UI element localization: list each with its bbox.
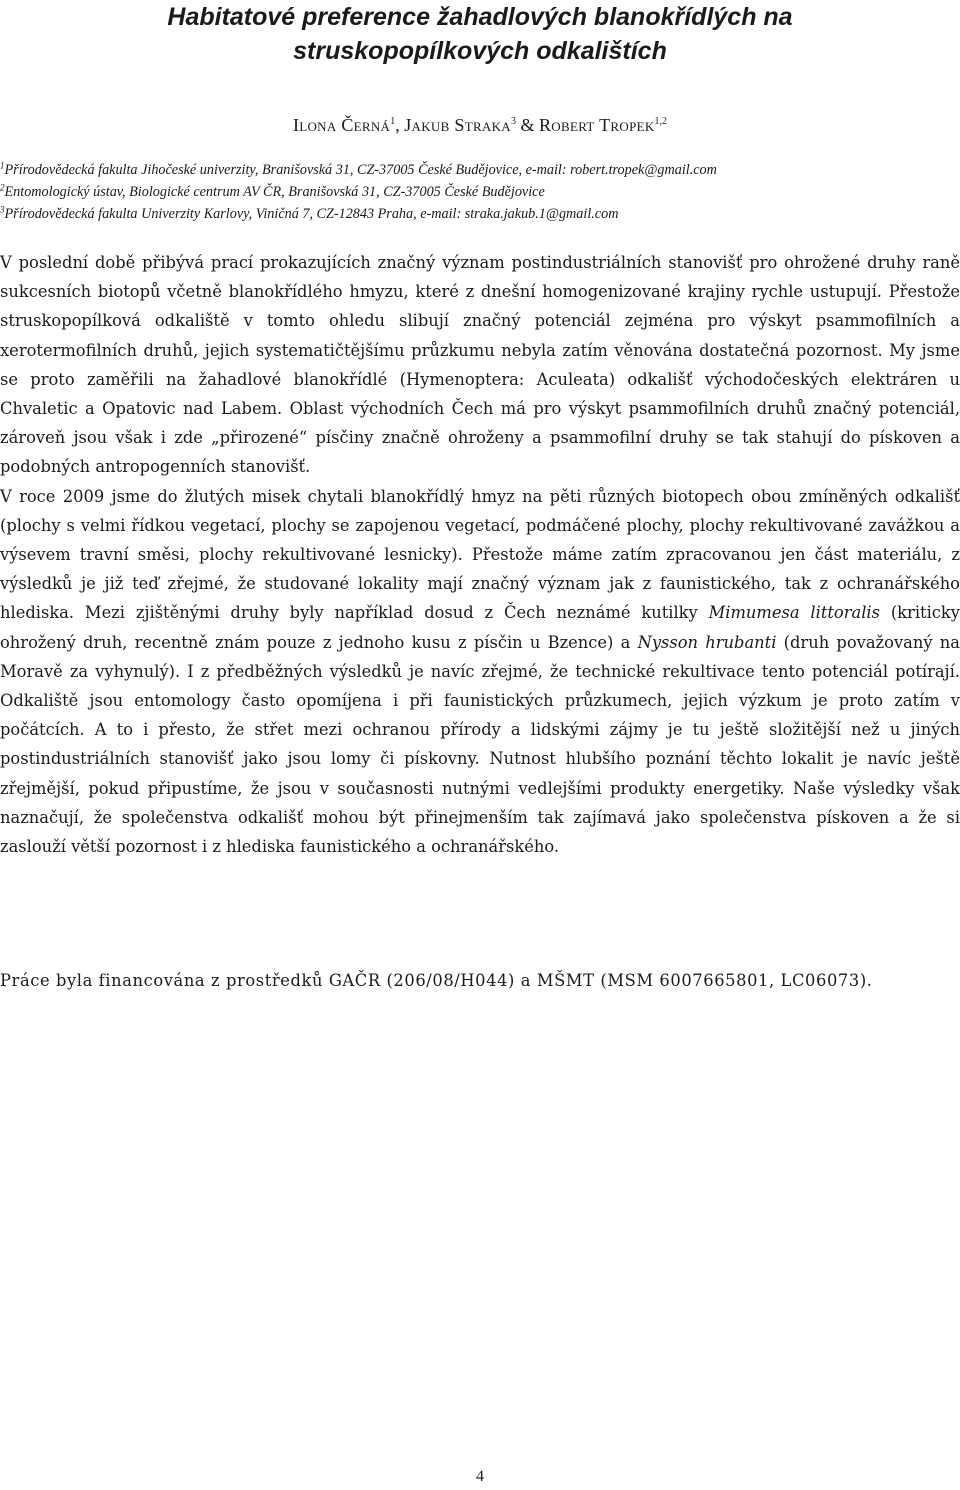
author-list	[0, 113, 960, 137]
affiliation-mark: 3	[0, 204, 5, 215]
author-name: Robert Tropek	[539, 115, 655, 135]
abstract-text: (kriticky ohrožený druh, recentně znám pouze z jednoho kusu z písčin u Bzence) a	[0, 603, 960, 652]
page-number: 4	[476, 1468, 484, 1485]
author-ampersand: &	[515, 115, 539, 135]
author-affil-mark: 1	[390, 116, 396, 127]
author-affil-mark: 3	[510, 116, 516, 127]
affiliation-text: Přírodovědecká fakulta Jihočeské univerzity, Branišovská 31, CZ-37005 České Budějovice, e-mail: robert.tropek@gmail.com	[4, 162, 717, 178]
abstract-paragraph	[0, 482, 960, 862]
author-name: Ilona Černá	[292, 115, 391, 135]
title-line-2: struskopopílkových odkalištích	[293, 37, 667, 65]
affiliation	[0, 181, 960, 203]
affiliation-mark: 1	[0, 160, 5, 171]
affiliation	[0, 203, 960, 225]
affiliation	[0, 159, 960, 181]
affiliation-mark: 2	[0, 182, 5, 193]
affiliation-list	[0, 159, 960, 225]
affiliation-text: Entomologický ústav, Biologické centrum AV ČR, Branišovská 31, CZ-37005 České Budějovice	[4, 184, 545, 200]
author-affil-mark: 1,2	[654, 116, 668, 127]
funding-acknowledgement: Práce byla financována z prostředků GAČR (206/08/H044) a MŠMT (MSM 6007665801, LC06073).	[0, 971, 873, 990]
author-name: Jakub Straka	[404, 115, 511, 135]
abstract-text: V roce 2009 jsme do žlutých misek chytali blanokřídlý hmyz na pěti různých biotopech obou zmíněných odkališť (plochy s velmi řídkou vegetací, plochy se zapojenou vegetací, podmáčené plochy, plochy rekultivované zavážkou a výsevem travní směsi, plochy rekultivované lesnicky). Přestože máme zatím zpracovanou jen část materiálu, z výsledků je již teď zřejmé, že studované lokality mají značný význam jak z faunistického, tak z ochranářského hlediska. Mezi zjištěnými druhy byly například dosud z Čech neznámé kutilky	[0, 486, 960, 623]
abstract-text: (druh považovaný na Moravě za vyhynulý). I z předběžných výsledků je navíc zřejmé, že technické rekultivace tento potenciál potírají. Odkaliště jsou entomology často opomíjena i při faunistických průzkumech, jejich výzkum je proto zatím v počátcích. A to i přesto, že střet mezi ochranou přírody a lidskými zájmy je tu ještě složitější než u jiných postindustriálních stanovišť jako jsou lomy či pískovny. Nutnost hlubšího poznání těchto lokalit je navíc ještě zřejmější, pokud připustíme, že jsou v současnosti nutnými vedlejšími produkty energetiky. Naše výsledky však naznačují, že společenstva odkališť mohou být přinejmenším tak zajímavá jako společenstva pískoven a že si zaslouží větší pozornost i z hlediska faunistického a ochranářského.	[0, 632, 960, 857]
author-separator: ,	[395, 115, 405, 135]
paper-title	[40, 0, 920, 68]
abstract	[0, 248, 960, 861]
title-line-1: Habitatové preference žahadlových blanokřídlých na	[167, 3, 793, 31]
species-name: Nysson hrubanti	[637, 632, 777, 652]
affiliation-text: Přírodovědecká fakulta Univerzity Karlovy, Viničná 7, CZ-12843 Praha, e-mail: straka.jakub.1@gmail.com	[4, 206, 619, 222]
abstract-paragraph: V poslední době přibývá prací prokazujících značný význam postindustriálních stanovišť pro ohrožené druhy raně sukcesních biotopů včetně blanokřídlého hmyzu, které z dnešní homogenizované krajiny rychle ustupují. Přestože struskopopílková odkaliště v tomto ohledu slibují značný potenciál zejména pro výskyt psammofilních a xerotermofilních druhů, jejich systematičtějšímu průzkumu nebyla zatím věnována dostatečná pozornost. My jsme se proto zaměřili na žahadlové blanokřídlé (Hymenoptera: Aculeata) odkališť východočeských elektráren u Chvaletic a Opatovic nad Labem. Oblast východních Čech má pro výskyt psammofilních druhů značný potenciál, zároveň jsou však i zde „přirozené“ písčiny značně ohroženy a psammofilní druhy se tak stahují do pískoven a podobných antropogenních stanovišť.	[0, 253, 960, 477]
species-name: Mimumesa littoralis	[708, 603, 880, 623]
